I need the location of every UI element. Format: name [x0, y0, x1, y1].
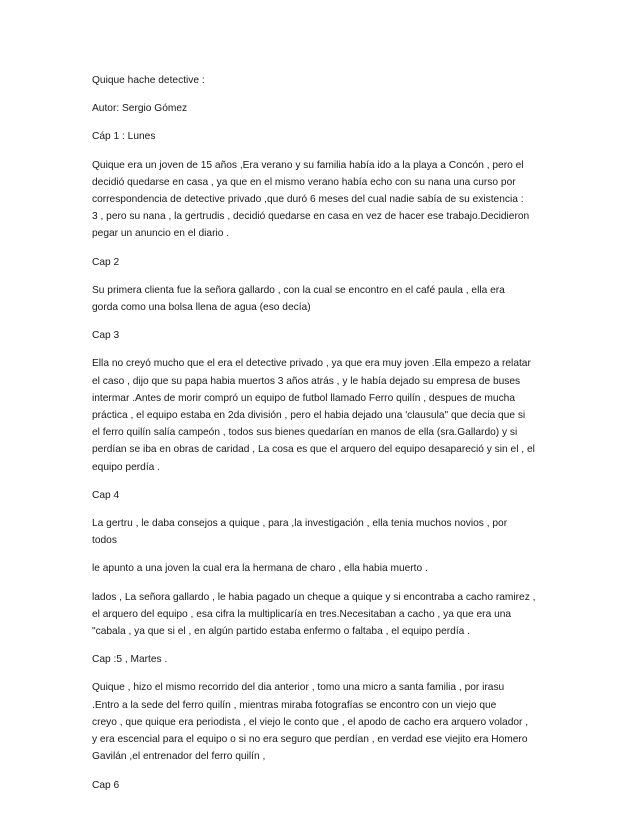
chapter-4-paragraph-1 [92, 515, 554, 549]
chapter-3-paragraph [92, 355, 554, 475]
text-line: el caso , dijo que su papa habia muertos 3 años atrás , y le había dejado su empresa de buses [92, 375, 521, 387]
chapter-1-paragraph [92, 157, 554, 243]
text-line: creyo , que quique era periodista , el viejo le conto que , el apodo de cacho era arquero volador , [92, 716, 529, 728]
chapter-2-paragraph [92, 282, 554, 316]
text-line: Quique , hizo el mismo recorrido del dia anterior , tomo una micro a santa familia , por irasu [92, 682, 505, 694]
chapter-1-heading: Cáp 1 : Lunes [92, 131, 156, 143]
text-line: le apunto a una joven la cual era la hermana de charo , ella habia muerto . [92, 563, 428, 575]
text-line: "cabala , ya que si el , en algún partido estaba enfermo o faltaba , el equipo perdía . [92, 626, 470, 638]
chapter-5-heading: Cap :5 , Martes . [92, 654, 168, 666]
text-line: decidió quedarse en casa , ya que en el mismo verano había echo con su nana una curso por [92, 176, 516, 188]
chapter-6-heading: Cap 6 [92, 779, 120, 791]
chapter-4-paragraph-3 [92, 589, 554, 641]
text-line: el ferro quilín salía campeón , todos sus bienes quedarían en manos de ella (sra.Gallardo) y si [92, 427, 518, 439]
text-line: intermar .Antes de morir compró un equipo de futbol llamado Ferro quilín , despues de mucha [92, 392, 516, 404]
text-line: Ella no creyó mucho que el era el detective privado , ya que era muy joven .Ella empezo a relatar [92, 358, 531, 370]
text-line: gorda como una bolsa llena de agua (eso decía) [92, 302, 311, 314]
text-line: equipo perdía . [92, 461, 160, 473]
text-line: pegar un anuncio en el diario . [92, 228, 230, 240]
text-line: el arquero del equipo , esa cifra la multiplicaría en tres.Necesitaban a cacho , ya que era una [92, 608, 512, 620]
text-line: todos [92, 535, 117, 547]
text-line: .Entro a la sede del ferro quilín , mientras miraba fotografías se encontro con un viejo que [92, 699, 497, 711]
text-line: 3 , pero su nana , la gertrudis , decidió quedarse en casa en vez de hacer ese trabajo.Decidieron [92, 211, 530, 223]
text-line: práctica , el equipo estaba en 2da división , pero el habia dejado una 'clausula" que decia que si [92, 410, 526, 422]
document-author: Autor: Sergio Gómez [92, 103, 188, 115]
text-line: correspondencia de detective privado ,que duró 6 meses del cual nadie sabía de su existencia : [92, 194, 524, 206]
text-line: Quique era un joven de 15 años ,Era verano y su familia había ido a la playa a Concón , pero el [92, 159, 524, 171]
chapter-4-heading: Cap 4 [92, 489, 120, 501]
text-line: Gavilán ,el entrenador del ferro quilín , [92, 751, 266, 763]
text-line: Su primera clienta fue la señora gallardo , con la cual se encontro en el café paula , ella era [92, 284, 505, 296]
text-line: La gertru , le daba consejos a quique , para ,la investigación , ella tenia muchos novios , por [92, 518, 508, 530]
document-page [92, 72, 554, 805]
text-line: lados , La señora gallardo , le habia pagado un cheque a quique y si encontraba a cacho ramirez , [92, 591, 536, 603]
text-line: y era escencial para el equipo o si no era seguro que perdían , en verdad ese viejito era Homero [92, 734, 528, 746]
document-title: Quique hache detective : [92, 75, 205, 86]
chapter-3-heading: Cap 3 [92, 330, 120, 342]
text-line: perdían se iba en obras de caridad , La cosa es que el arquero del equipo desapareció y sin el , el [92, 444, 535, 456]
chapter-4-paragraph-2 [92, 560, 554, 577]
chapter-5-paragraph [92, 679, 554, 765]
chapter-2-heading: Cap 2 [92, 256, 120, 268]
